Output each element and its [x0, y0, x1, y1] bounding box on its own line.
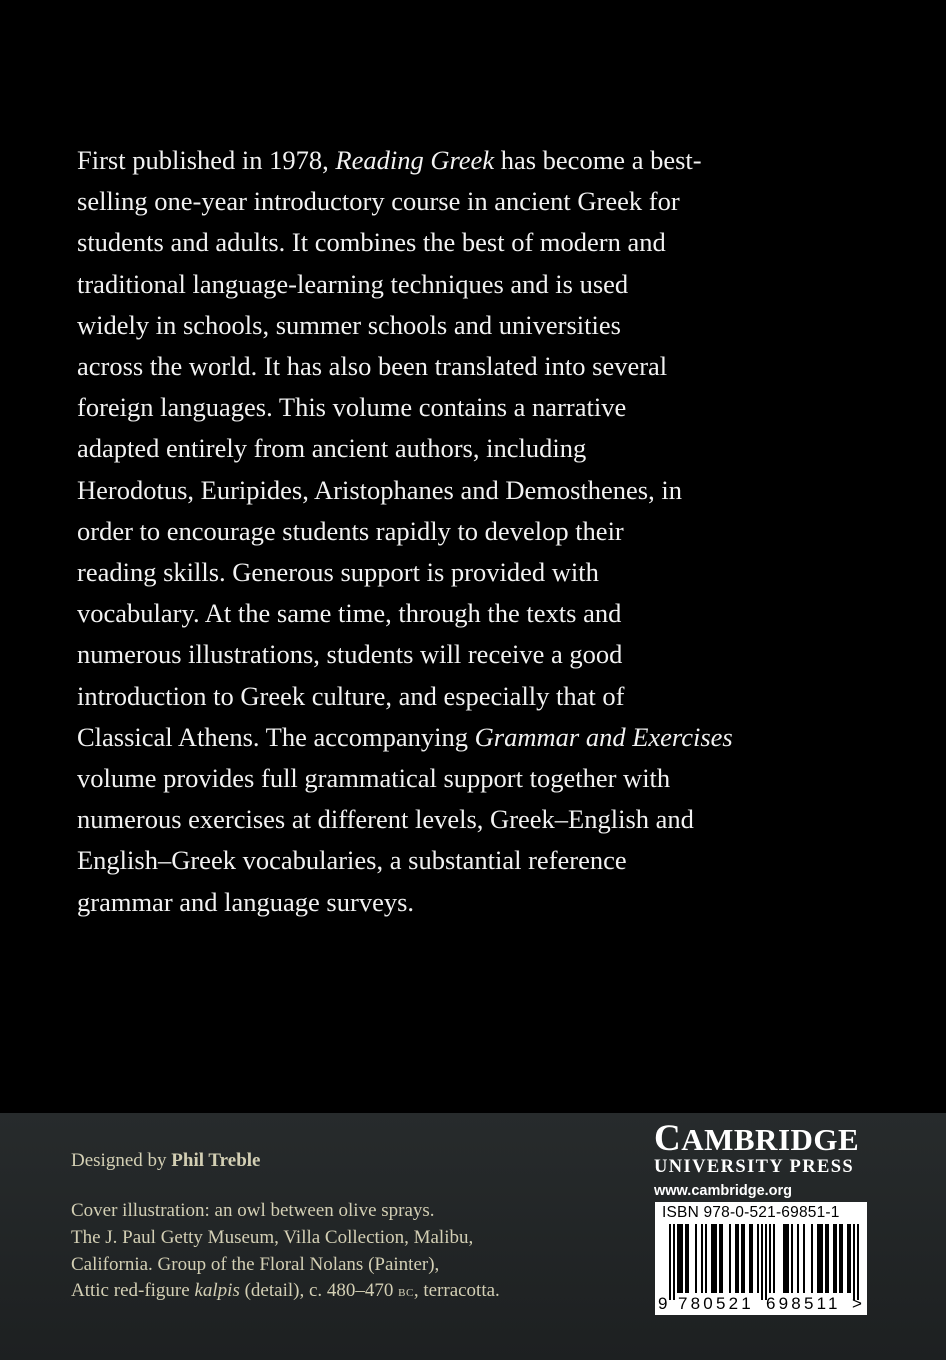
blurb-line [77, 181, 767, 222]
blurb-line [77, 140, 767, 181]
barcode-bar [729, 1224, 731, 1293]
barcode-bar [719, 1224, 721, 1293]
cover-credit-segment: (detail), c. 480–470 [239, 1280, 399, 1302]
barcode-bar [735, 1224, 737, 1293]
barcode-bar [785, 1224, 787, 1293]
cover-credit-line [71, 1252, 631, 1279]
barcode-bar [817, 1224, 819, 1293]
barcode-bar [713, 1224, 715, 1293]
barcode-bar [721, 1224, 723, 1293]
barcode-bar [715, 1224, 717, 1293]
blurb-line [77, 552, 767, 593]
blurb-text-segment: English–Greek vocabularies, a substantial reference [77, 845, 627, 876]
blurb-text-segment: foreign languages. This volume contains a narrative [77, 392, 627, 423]
barcode-bar [711, 1224, 713, 1293]
barcode-bar [669, 1224, 671, 1300]
publisher-subtitle: UNIVERSITY PRESS [654, 1157, 855, 1177]
cover-credit-era: bc [398, 1283, 414, 1301]
barcode-lead-digit: 9 [658, 1294, 668, 1313]
barcode-bar [811, 1224, 813, 1293]
blurb-line [77, 470, 767, 511]
publisher-url: www.cambridge.org [654, 1183, 793, 1199]
blurb-text-segment: traditional language-learning techniques and is used [77, 268, 629, 299]
barcode-bar [749, 1224, 751, 1293]
blurb-italic-title: Grammar and Exercises [474, 721, 733, 752]
blurb-line [77, 511, 767, 552]
barcode-digits-left: 780521 [678, 1294, 754, 1313]
barcode-bar [853, 1224, 855, 1300]
publisher-name [654, 1118, 869, 1159]
blurb-line [77, 305, 767, 346]
blurb-text-segment: has become a best- [494, 145, 702, 175]
cover-credit-line [71, 1225, 631, 1252]
barcode-bar [695, 1224, 697, 1293]
barcode-bar [701, 1224, 703, 1293]
blurb-line [77, 717, 767, 758]
blurb-line [77, 222, 767, 263]
blurb-text-segment: introduction to Greek culture, and especially that of [77, 680, 625, 711]
blurb-line [77, 428, 767, 469]
blurb-line [77, 676, 767, 717]
blurb-text [77, 140, 767, 923]
barcode-bar [857, 1224, 859, 1300]
blurb-line [77, 387, 767, 428]
isbn-label: ISBN 978-0-521-69851-1 [662, 1204, 840, 1221]
barcode-bar [757, 1224, 759, 1293]
barcode-bar [827, 1224, 829, 1293]
cover-credit-segment: California. Group of the Floral Nolans (Painter), [71, 1253, 440, 1275]
cover-credit-segment: Cover illustration: an owl between olive sprays. [71, 1200, 435, 1221]
barcode-bar [797, 1224, 799, 1293]
blurb-line [77, 758, 767, 799]
blurb-text-segment: numerous exercises at different levels, Greek–English and [77, 804, 694, 835]
barcode-bar [685, 1224, 687, 1293]
blurb-text-segment: order to encourage students rapidly to develop their [77, 515, 624, 546]
publisher-name-initial: C [654, 1118, 682, 1159]
barcode-bar [741, 1224, 743, 1293]
barcode-bar [835, 1224, 837, 1293]
blurb-text-segment: widely in schools, summer schools and universities [77, 309, 621, 340]
cover-credit-segment: , terracotta. [413, 1280, 500, 1302]
barcode-bar [761, 1224, 763, 1300]
blurb-text-segment: vocabulary. At the same time, through the texts and [77, 598, 622, 629]
designer-credit [71, 1148, 631, 1174]
blurb-text-segment: reading skills. Generous support is provided with [77, 557, 599, 588]
cover-credit-line [71, 1198, 631, 1225]
blurb-line [77, 634, 767, 675]
barcode-bar [783, 1224, 785, 1293]
barcode-bar [705, 1224, 707, 1293]
barcode-bar [673, 1224, 675, 1300]
publisher-name-rest: AMBRIDGE [681, 1122, 860, 1157]
barcode-bar [821, 1224, 823, 1293]
cover-credit-segment: The J. Paul Getty Museum, Villa Collection, Malibu, [71, 1226, 474, 1248]
blurb-line [77, 593, 767, 634]
barcode-bar [819, 1224, 821, 1293]
blurb-text-segment: adapted entirely from ancient authors, including [77, 433, 587, 464]
blurb-text-segment: Herodotus, Euripides, Aristophanes and Demosthenes, in [77, 474, 682, 505]
barcode-bar [679, 1224, 681, 1293]
barcode-bar [841, 1224, 843, 1293]
blurb-line [77, 346, 767, 387]
blurb-text-segment: across the world. It has also been translated into several [77, 351, 668, 382]
barcode-bar [803, 1224, 805, 1293]
barcode-bar [687, 1224, 689, 1293]
publisher-logo [654, 1118, 869, 1201]
barcode-bar [833, 1224, 835, 1293]
barcode-digits-right: 698511 [766, 1294, 841, 1313]
barcode-bar [743, 1224, 745, 1293]
barcode-bar [847, 1224, 849, 1293]
barcode-bar [737, 1224, 739, 1293]
blurb-text-segment: numerous illustrations, students will receive a good [77, 639, 623, 670]
blurb-text-segment: First published in 1978, [77, 145, 336, 175]
blurb-text-segment: volume provides full grammatical support together with [77, 763, 671, 794]
isbn-barcode [655, 1202, 867, 1315]
cover-credit-italic: kalpis [194, 1280, 240, 1302]
barcode-quiet-mark: > [852, 1294, 862, 1313]
cover-credit-segment: Attic red-figure [71, 1280, 195, 1302]
barcode-bar [839, 1224, 841, 1293]
blurb-line [77, 264, 767, 305]
cover-credit-line [71, 1278, 631, 1306]
blurb-italic-title: Reading Greek [335, 145, 495, 175]
blurb-line [77, 840, 767, 881]
blurb-line [77, 799, 767, 840]
blurb-text-segment: grammar and language surveys. [77, 886, 415, 917]
barcode-bar [825, 1224, 827, 1293]
blurb-line [77, 882, 767, 923]
blurb-text-segment: Classical Athens. The accompanying [77, 721, 475, 752]
designer-prefix: Designed by [71, 1150, 172, 1171]
barcode-bar [751, 1224, 753, 1293]
barcode-bar [773, 1224, 775, 1293]
barcode-bar [787, 1224, 789, 1293]
cover-illustration-credit [71, 1198, 631, 1306]
designer-name: Phil Treble [171, 1150, 261, 1171]
barcode-bar [849, 1224, 851, 1293]
blurb-text-segment: students and adults. It combines the best of modern and [77, 227, 666, 258]
barcode-bar [791, 1224, 793, 1293]
barcode-bar [681, 1224, 683, 1293]
barcode-bar [677, 1224, 679, 1293]
barcode-bar [769, 1224, 771, 1293]
blurb-text-segment: selling one-year introductory course in ancient Greek for [77, 186, 680, 217]
barcode-bar [765, 1224, 767, 1300]
credits [71, 1148, 631, 1306]
